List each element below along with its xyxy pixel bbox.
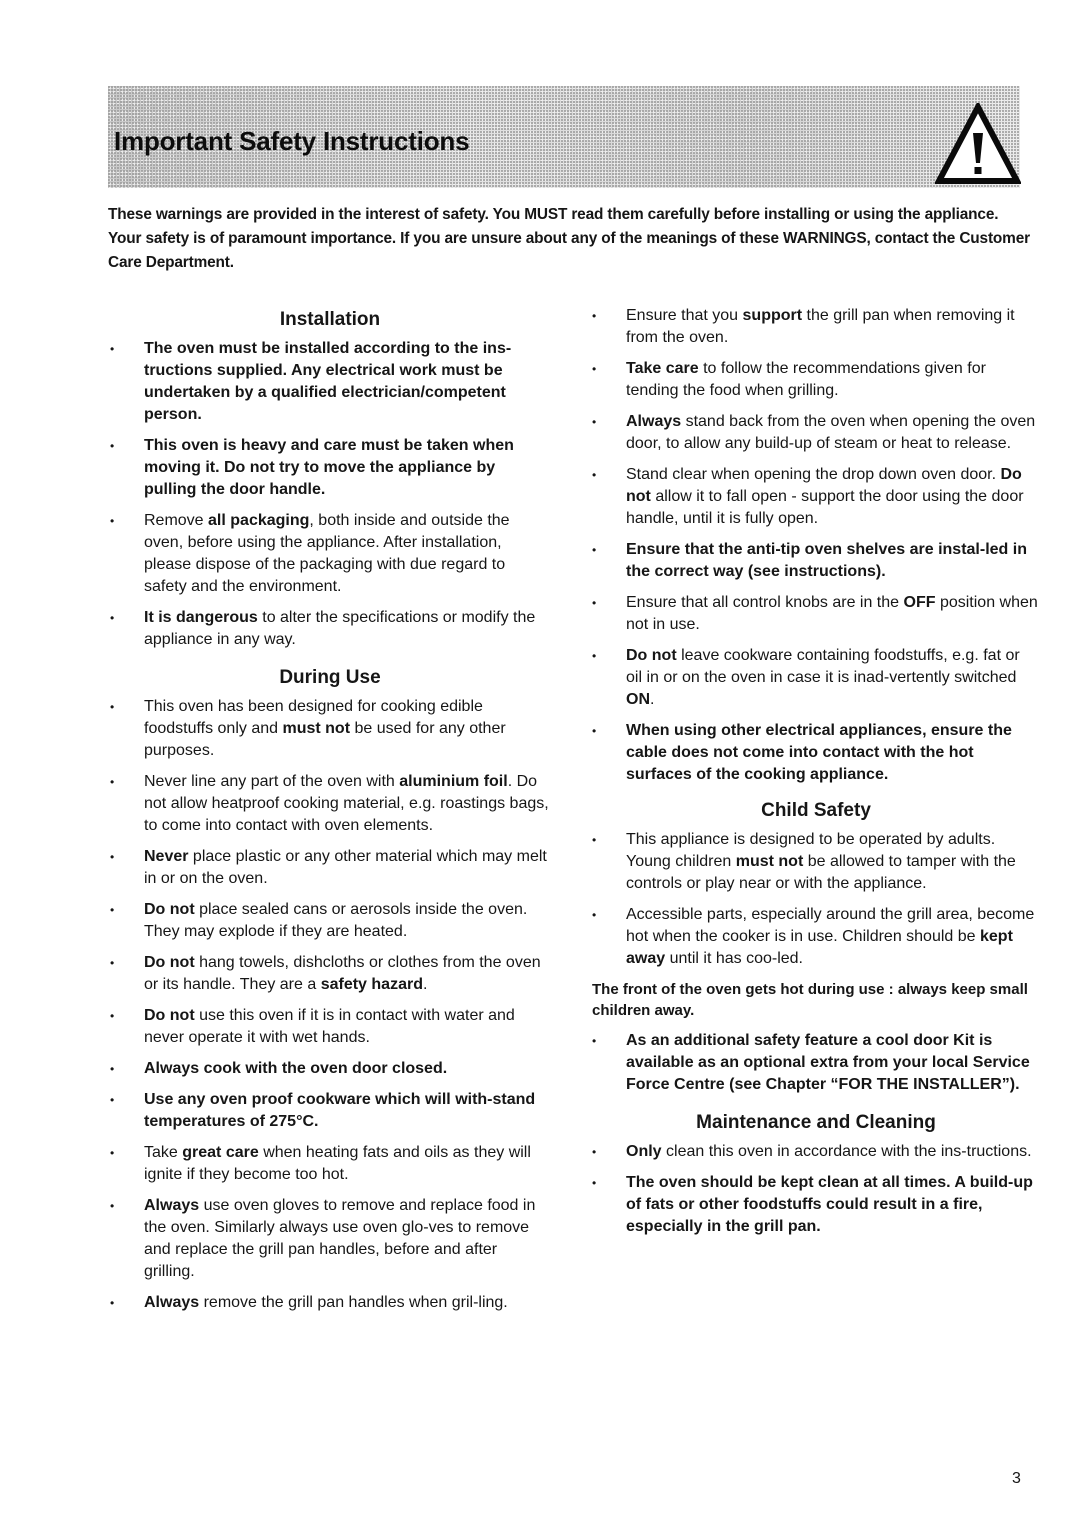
- bullet-item: • The oven should be kept clean at all times. A build-up of fats or other foodstuffs could result in a fire, especially in the grill pan.: [592, 1172, 1040, 1238]
- bullet-item: • Never line any part of the oven with aluminium foil. Do not allow heatproof cooking material, e.g. roastings bags, to come into contact with oven elements.: [110, 771, 550, 837]
- bullet-item: • Stand clear when opening the drop down oven door. Do not allow it to fall open - support the door using the door handle, until it is fully open.: [592, 464, 1040, 530]
- during-use-heading: During Use: [279, 667, 381, 688]
- bullet-item: • Do not leave cookware containing foodstuffs, e.g. fat or oil in or on the oven in case it is inad-vertently switched ON.: [592, 645, 1040, 711]
- left-column: [110, 302, 550, 1323]
- bullet-item: • Take great care when heating fats and oils as they will ignite if they become too hot.: [110, 1142, 550, 1186]
- bullet-item: • Always remove the grill pan handles when gril-ling.: [110, 1292, 550, 1314]
- intro-warning: These warnings are provided in the interest of safety. You MUST read them carefully before installing or using the appliance. Your safety is of paramount importance. If you are unsure about any of the meanings of these WARNINGS, contact the Customer Care Department.: [108, 206, 1030, 271]
- bullet-item: • Do not use this oven if it is in contact with water and never operate it with wet hands.: [110, 1005, 550, 1049]
- bullet-item: • Only clean this oven in accordance with the ins-tructions.: [592, 1141, 1040, 1163]
- bullet-item: • This oven is heavy and care must be taken when moving it. Do not try to move the appliance by pulling the door handle.: [110, 435, 550, 501]
- bullet-item: • This oven has been designed for cooking edible foodstuffs only and must not be used for any other purposes.: [110, 696, 550, 762]
- bullet-item: • Always cook with the oven door closed.: [110, 1058, 550, 1080]
- general-safety-list: [592, 305, 1040, 786]
- bullet-item: • The oven must be installed according to the ins-tructions supplied. Any electrical work must be undertaken by a qualified electrician/competent person.: [110, 338, 550, 426]
- bullet-item: • This appliance is designed to be operated by adults. Young children must not be allowed to tamper with the controls or play near or with the appliance.: [592, 829, 1040, 895]
- bullet-item: • Always use oven gloves to remove and replace food in the oven. Similarly always use oven glo-ves to remove and replace the grill pan handles, before and after grilling.: [110, 1195, 550, 1283]
- maintenance-list: [592, 1141, 1040, 1238]
- bullet-item: • Use any oven proof cookware which will with-stand temperatures of 275°C.: [110, 1089, 550, 1133]
- bullet-item: • It is dangerous to alter the specifications or modify the appliance in any way.: [110, 607, 550, 651]
- right-column: [592, 305, 1040, 1247]
- installation-list: [110, 338, 550, 651]
- bullet-item: • Never place plastic or any other material which may melt in or on the oven.: [110, 846, 550, 890]
- page-title: Important Safety Instructions: [114, 126, 470, 156]
- bullet-item: • Accessible parts, especially around the grill area, become hot when the cooker is in use. Children should be kept away until it has coo-led.: [592, 904, 1040, 970]
- bullet-item: • Do not place sealed cans or aerosols inside the oven. They may explode if they are heated.: [110, 899, 550, 943]
- cool-door-list: [592, 1030, 1040, 1096]
- bullet-item: • Always stand back from the oven when opening the oven door, to allow any build-up of steam or heat to release.: [592, 411, 1040, 455]
- installation-heading: Installation: [279, 309, 381, 330]
- page-number: 3: [1012, 1470, 1021, 1487]
- maintenance-heading: Maintenance and Cleaning: [696, 1112, 936, 1133]
- bullet-item: • Ensure that the anti-tip oven shelves are instal-led in the correct way (see instructions).: [592, 539, 1040, 583]
- child-safety-note: The front of the oven gets hot during use : always keep small children away.: [592, 981, 1028, 1019]
- bullet-item: • Ensure that you support the grill pan when removing it from the oven.: [592, 305, 1040, 349]
- bullet-item: • Do not hang towels, dishcloths or clothes from the oven or its handle. They are a safety hazard.: [110, 952, 550, 996]
- bullet-item: • Take care to follow the recommendations given for tending the food when grilling.: [592, 358, 1040, 402]
- bullet-item: • When using other electrical appliances, ensure the cable does not come into contact with the hot surfaces of the cooking appliance.: [592, 720, 1040, 786]
- bullet-item: • Ensure that all control knobs are in the OFF position when not in use.: [592, 592, 1040, 636]
- bullet-item: • As an additional safety feature a cool door Kit is available as an optional extra from your local Service Force Centre (see Chapter “FOR THE INSTALLER”).: [592, 1030, 1040, 1096]
- child-safety-list: [592, 829, 1040, 970]
- bullet-item: • Remove all packaging, both inside and outside the oven, before using the appliance. After installation, please dispose of the packaging with due regard to safety and the environment.: [110, 510, 550, 598]
- during-use-list: [110, 696, 550, 1314]
- warning-triangle-icon: [935, 103, 1021, 185]
- child-safety-heading: Child Safety: [761, 800, 871, 821]
